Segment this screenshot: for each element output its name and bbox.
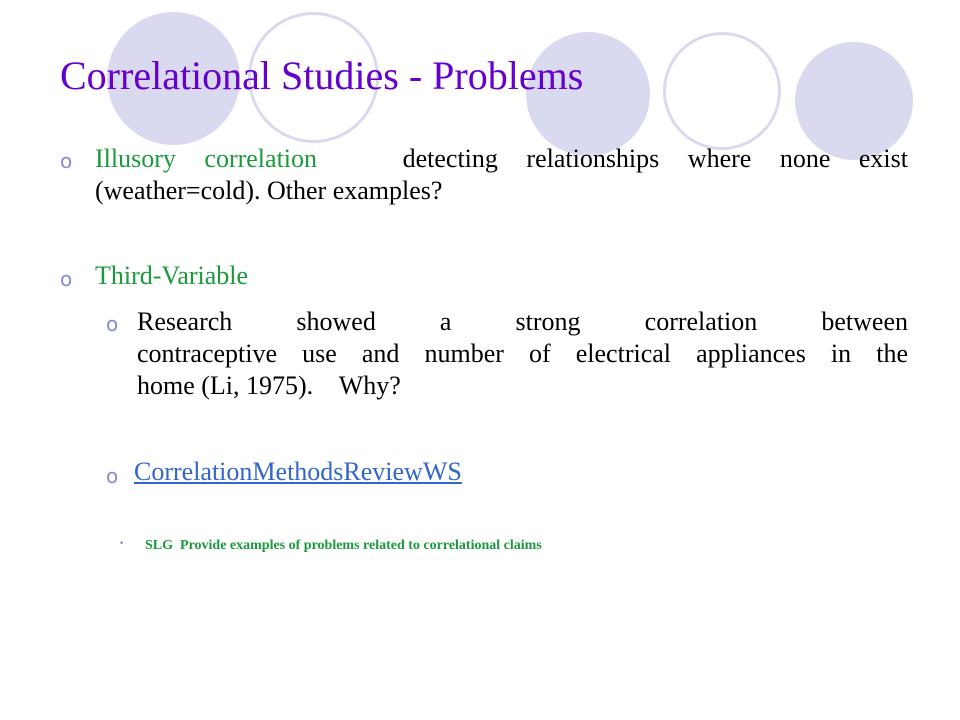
point1-line2-text: (weather=cold). Other examples? (95, 176, 443, 205)
sub-point-line1: Research showed a strong correlation between (137, 307, 908, 336)
bullet-icon: o (60, 149, 73, 173)
slg-objective: SLG Provide examples of problems related to correlational claims (145, 538, 542, 553)
correlation-methods-review-link[interactable]: CorrelationMethodsReviewWS (134, 457, 462, 486)
bullet-icon: o (106, 312, 119, 336)
point1-line1-text: detecting relationships where none exist (402, 144, 908, 173)
sub-point-line2: contraceptive use and number of electrical appliances in the (137, 339, 908, 368)
point-illusory-correlation (95, 143, 908, 207)
decorative-circle-ring (663, 32, 781, 150)
slide-title: Correlational Studies - Problems (60, 53, 584, 98)
sub-point-line3: home (Li, 1975). Why? (137, 371, 401, 400)
term-third-variable: Third-Variable (95, 261, 249, 290)
sub-point-research (137, 306, 908, 402)
small-bullet-icon: • (119, 539, 125, 549)
bullet-icon: o (106, 464, 119, 488)
term-illusory-correlation: Illusory correlation (95, 144, 318, 173)
bullet-icon: o (60, 267, 73, 291)
